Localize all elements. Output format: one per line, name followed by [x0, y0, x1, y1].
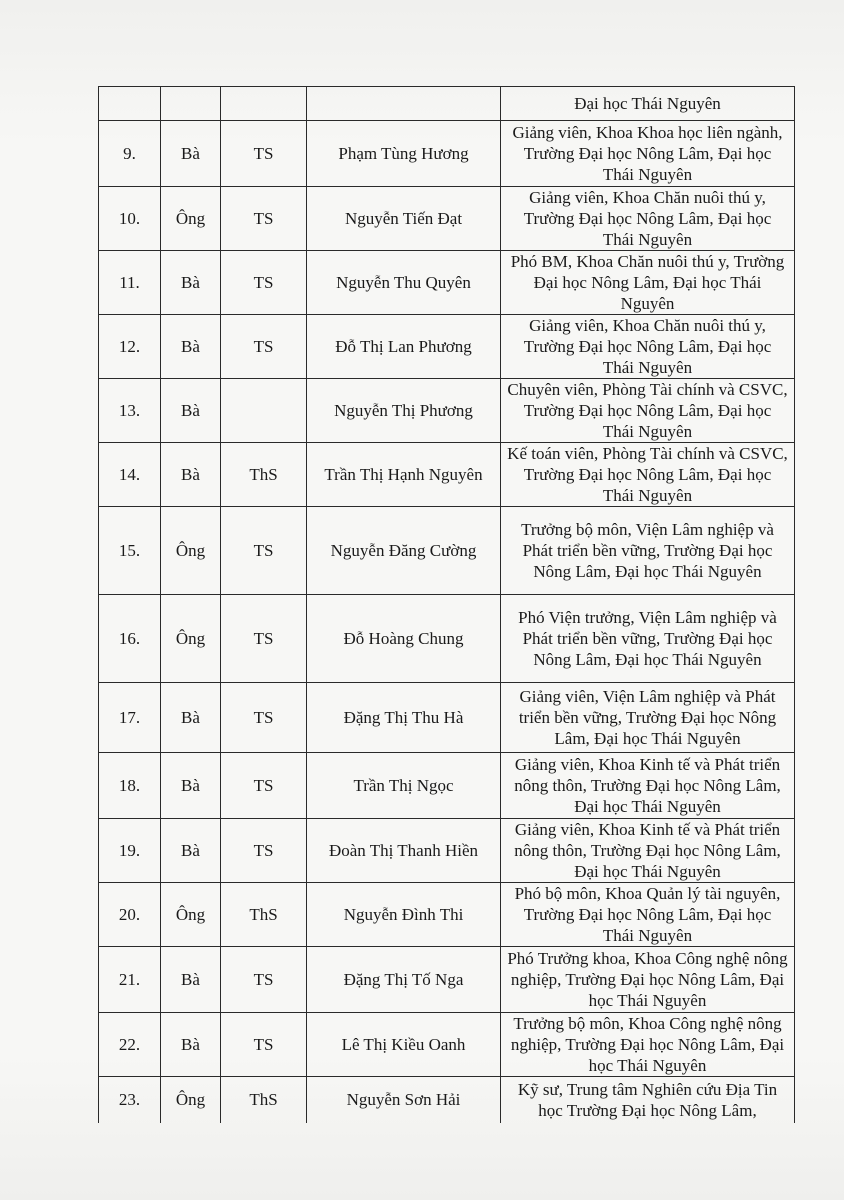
honorific: Bà — [161, 379, 221, 443]
table-row — [99, 947, 795, 1013]
honorific: Bà — [161, 443, 221, 507]
table-row — [99, 1013, 795, 1077]
table-row — [99, 443, 795, 507]
row-number: 14. — [99, 443, 161, 507]
position: Trưởng bộ môn, Khoa Công nghệ nông nghiệp, Trường Đại học Nông Lâm, Đại học Thái Nguyên — [501, 1013, 795, 1077]
full-name — [307, 87, 501, 121]
degree: TS — [221, 315, 307, 379]
full-name: Nguyễn Thu Quyên — [307, 251, 501, 315]
table-row — [99, 507, 795, 595]
table-row — [99, 315, 795, 379]
table-row — [99, 187, 795, 251]
honorific: Ông — [161, 187, 221, 251]
row-number: 23. — [99, 1077, 161, 1123]
row-number: 15. — [99, 507, 161, 595]
degree: TS — [221, 595, 307, 683]
honorific: Ông — [161, 883, 221, 947]
position: Giảng viên, Khoa Khoa học liên ngành, Trường Đại học Nông Lâm, Đại học Thái Nguyên — [501, 121, 795, 187]
honorific: Bà — [161, 947, 221, 1013]
row-number: 21. — [99, 947, 161, 1013]
position: Giảng viên, Khoa Kinh tế và Phát triển nông thôn, Trường Đại học Nông Lâm, Đại học Thái Nguyên — [501, 819, 795, 883]
honorific: Bà — [161, 251, 221, 315]
position: Giảng viên, Khoa Chăn nuôi thú y, Trường Đại học Nông Lâm, Đại học Thái Nguyên — [501, 187, 795, 251]
position: Phó Trưởng khoa, Khoa Công nghệ nông nghiệp, Trường Đại học Nông Lâm, Đại học Thái Nguyên — [501, 947, 795, 1013]
degree — [221, 379, 307, 443]
honorific: Ông — [161, 1077, 221, 1123]
full-name: Đỗ Thị Lan Phương — [307, 315, 501, 379]
degree: ThS — [221, 1077, 307, 1123]
honorific: Bà — [161, 315, 221, 379]
degree: TS — [221, 1013, 307, 1077]
honorific: Bà — [161, 683, 221, 753]
full-name: Trần Thị Hạnh Nguyên — [307, 443, 501, 507]
full-name: Nguyễn Sơn Hải — [307, 1077, 501, 1123]
full-name: Nguyễn Đăng Cường — [307, 507, 501, 595]
full-name: Đỗ Hoàng Chung — [307, 595, 501, 683]
degree: ThS — [221, 443, 307, 507]
row-number: 9. — [99, 121, 161, 187]
honorific: Ông — [161, 507, 221, 595]
full-name: Phạm Tùng Hương — [307, 121, 501, 187]
position: Giảng viên, Viện Lâm nghiệp và Phát triển bền vững, Trường Đại học Nông Lâm, Đại học Thái Nguyên — [501, 683, 795, 753]
row-number: 22. — [99, 1013, 161, 1077]
position: Phó Viện trưởng, Viện Lâm nghiệp và Phát triển bền vững, Trường Đại học Nông Lâm, Đại học Thái Nguyên — [501, 595, 795, 683]
position: Giảng viên, Khoa Chăn nuôi thú y, Trường Đại học Nông Lâm, Đại học Thái Nguyên — [501, 315, 795, 379]
degree — [221, 87, 307, 121]
staff-table — [98, 86, 795, 1123]
table-row — [99, 753, 795, 819]
row-number: 17. — [99, 683, 161, 753]
full-name: Nguyễn Đình Thi — [307, 883, 501, 947]
degree: TS — [221, 683, 307, 753]
full-name: Đặng Thị Tố Nga — [307, 947, 501, 1013]
position: Chuyên viên, Phòng Tài chính và CSVC, Trường Đại học Nông Lâm, Đại học Thái Nguyên — [501, 379, 795, 443]
degree: TS — [221, 507, 307, 595]
table-row — [99, 883, 795, 947]
row-number: 19. — [99, 819, 161, 883]
position: Kế toán viên, Phòng Tài chính và CSVC, Trường Đại học Nông Lâm, Đại học Thái Nguyên — [501, 443, 795, 507]
full-name: Lê Thị Kiều Oanh — [307, 1013, 501, 1077]
degree: TS — [221, 819, 307, 883]
row-number: 16. — [99, 595, 161, 683]
full-name: Đặng Thị Thu Hà — [307, 683, 501, 753]
honorific: Bà — [161, 121, 221, 187]
table-row — [99, 683, 795, 753]
degree: TS — [221, 187, 307, 251]
table-row — [99, 819, 795, 883]
degree: TS — [221, 753, 307, 819]
honorific: Bà — [161, 1013, 221, 1077]
full-name: Nguyễn Thị Phương — [307, 379, 501, 443]
position: Trưởng bộ môn, Viện Lâm nghiệp và Phát triển bền vững, Trường Đại học Nông Lâm, Đại học Thái Nguyên — [501, 507, 795, 595]
honorific: Ông — [161, 595, 221, 683]
honorific: Bà — [161, 819, 221, 883]
full-name: Đoàn Thị Thanh Hiền — [307, 819, 501, 883]
table-row — [99, 121, 795, 187]
position: Giảng viên, Khoa Kinh tế và Phát triển nông thôn, Trường Đại học Nông Lâm, Đại học Thái Nguyên — [501, 753, 795, 819]
row-number: 12. — [99, 315, 161, 379]
full-name: Trần Thị Ngọc — [307, 753, 501, 819]
honorific — [161, 87, 221, 121]
position: Phó bộ môn, Khoa Quản lý tài nguyên, Trường Đại học Nông Lâm, Đại học Thái Nguyên — [501, 883, 795, 947]
degree: TS — [221, 251, 307, 315]
full-name: Nguyễn Tiến Đạt — [307, 187, 501, 251]
degree: ThS — [221, 883, 307, 947]
table-row — [99, 1077, 795, 1123]
table-row — [99, 251, 795, 315]
table-row — [99, 87, 795, 121]
table-row — [99, 595, 795, 683]
degree: TS — [221, 947, 307, 1013]
row-number: 20. — [99, 883, 161, 947]
row-number — [99, 87, 161, 121]
degree: TS — [221, 121, 307, 187]
row-number: 11. — [99, 251, 161, 315]
table-row — [99, 379, 795, 443]
honorific: Bà — [161, 753, 221, 819]
position: Đại học Thái Nguyên — [501, 87, 795, 121]
row-number: 10. — [99, 187, 161, 251]
row-number: 18. — [99, 753, 161, 819]
row-number: 13. — [99, 379, 161, 443]
position: Phó BM, Khoa Chăn nuôi thú y, Trường Đại học Nông Lâm, Đại học Thái Nguyên — [501, 251, 795, 315]
position: Kỹ sư, Trung tâm Nghiên cứu Địa Tin học Trường Đại học Nông Lâm, — [501, 1077, 795, 1123]
